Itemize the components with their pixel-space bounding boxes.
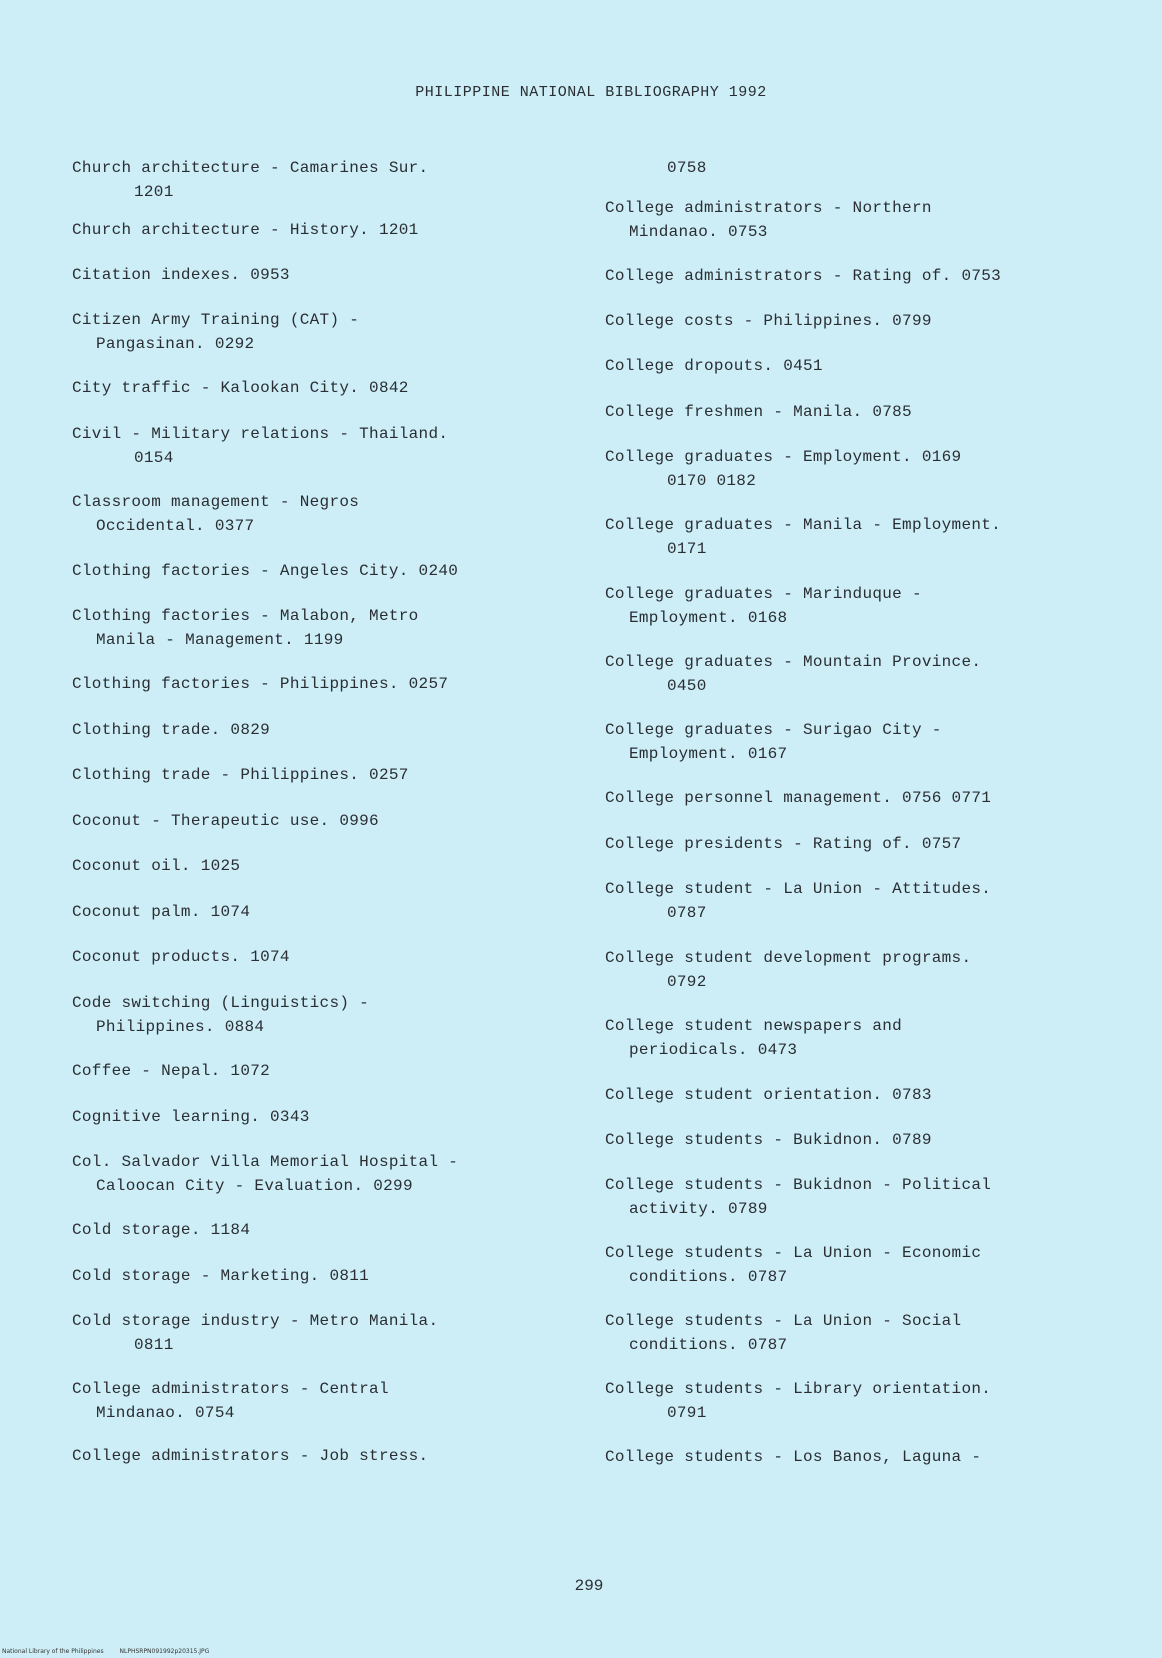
index-entry (605, 1128, 1105, 1152)
entry-heading: College students - Los Banos, Laguna - (605, 1448, 982, 1466)
entry-continuation: 1201 (134, 183, 174, 201)
entry-continuation: 0792 (667, 973, 707, 991)
index-entry (72, 854, 592, 878)
entry-heading: College graduates - Mountain Province. (605, 653, 982, 671)
index-entry (605, 354, 1105, 378)
index-entry (72, 1377, 592, 1425)
index-entry (605, 156, 1162, 180)
entry-heading: Civil - Military relations - Thailand. (72, 425, 449, 443)
entry-heading: Church architecture - Camarines Sur. (72, 159, 429, 177)
entry-heading: Coffee - Nepal. 1072 (72, 1062, 271, 1080)
index-entry (605, 309, 1105, 333)
scan-footer (2, 1648, 223, 1655)
entry-heading: College students - La Union - Economic (605, 1244, 982, 1262)
entry-heading: College freshmen - Manila. 0785 (605, 403, 912, 421)
entry-heading: Clothing factories - Philippines. 0257 (72, 675, 449, 693)
entry-continuation: Manila - Management. 1199 (96, 631, 344, 649)
entry-heading: Classroom management - Negros (72, 493, 360, 511)
index-entry (72, 1105, 592, 1129)
entry-heading: 0758 (667, 159, 707, 177)
entry-heading: College administrators - Rating of. 0753 (605, 267, 1002, 285)
entry-heading: College presidents - Rating of. 0757 (605, 835, 962, 853)
entry-heading: Code switching (Linguistics) - (72, 994, 370, 1012)
index-entry (72, 422, 592, 470)
index-entry (72, 490, 592, 538)
entry-continuation: Employment. 0168 (629, 609, 788, 627)
index-entry (72, 1444, 592, 1468)
entry-heading: College administrators - Northern (605, 199, 932, 217)
index-entry (72, 1150, 592, 1198)
page-number: 299 (574, 1577, 604, 1595)
index-entry (72, 263, 592, 287)
entry-heading: College costs - Philippines. 0799 (605, 312, 932, 330)
entry-continuation: 0450 (667, 677, 707, 695)
index-entry (72, 308, 592, 356)
index-entry (605, 1014, 1105, 1062)
entry-heading: City traffic - Kalookan City. 0842 (72, 379, 409, 397)
entry-heading: College administrators - Job stress. (72, 1447, 429, 1465)
index-entry (605, 718, 1105, 766)
entry-heading: College graduates - Surigao City - (605, 721, 942, 739)
index-entry (605, 877, 1105, 925)
footer-source: National Library of the Philippines (2, 1648, 104, 1655)
entry-heading: Clothing trade. 0829 (72, 721, 271, 739)
index-entry (72, 1059, 592, 1083)
index-entry (605, 1309, 1105, 1357)
index-entry (605, 1083, 1105, 1107)
entry-continuation: Pangasinan. 0292 (96, 335, 255, 353)
entry-heading: Cognitive learning. 0343 (72, 1108, 310, 1126)
entry-heading: Cold storage - Marketing. 0811 (72, 1267, 370, 1285)
footer-file-id: NLPHSRPN091992p20315.JPG (119, 1648, 210, 1655)
entry-continuation: Mindanao. 0754 (96, 1404, 235, 1422)
index-entry (72, 559, 592, 583)
index-entry (605, 946, 1105, 994)
index-entry (72, 156, 592, 204)
index-entry (72, 376, 592, 400)
index-entry (72, 991, 592, 1039)
entry-heading: College dropouts. 0451 (605, 357, 823, 375)
entry-heading: Clothing trade - Philippines. 0257 (72, 766, 409, 784)
entry-heading: Cold storage. 1184 (72, 1221, 251, 1239)
index-entry (605, 196, 1105, 244)
entry-heading: College student newspapers and (605, 1017, 903, 1035)
index-entry (72, 900, 592, 924)
index-entry (605, 650, 1105, 698)
index-entry (605, 1173, 1105, 1221)
entry-heading: Clothing factories - Angeles City. 0240 (72, 562, 459, 580)
index-entry (72, 1264, 592, 1288)
index-entry (605, 513, 1105, 561)
entry-heading: College students - La Union - Social (605, 1312, 962, 1330)
index-entry (72, 718, 592, 742)
index-entry (72, 1309, 592, 1357)
entry-heading: College personnel management. 0756 0771 (605, 789, 992, 807)
index-entry (605, 400, 1105, 424)
entry-heading: Cold storage industry - Metro Manila. (72, 1312, 439, 1330)
index-entry (72, 809, 592, 833)
index-entry (605, 264, 1105, 288)
entry-continuation: Mindanao. 0753 (629, 223, 768, 241)
index-entry (605, 1445, 1105, 1469)
entry-continuation: conditions. 0787 (629, 1268, 788, 1286)
entry-heading: College student orientation. 0783 (605, 1086, 932, 1104)
index-entry (72, 1218, 592, 1242)
index-entry (605, 582, 1105, 630)
entry-continuation: Philippines. 0884 (96, 1018, 265, 1036)
entry-heading: Church architecture - History. 1201 (72, 221, 419, 239)
entry-heading: Coconut palm. 1074 (72, 903, 251, 921)
index-entry (72, 763, 592, 787)
entry-continuation: Occidental. 0377 (96, 517, 255, 535)
index-entry (72, 672, 592, 696)
entry-continuation: activity. 0789 (629, 1200, 768, 1218)
entry-continuation: 0170 0182 (667, 472, 757, 490)
entry-continuation: 0811 (134, 1336, 174, 1354)
entry-continuation: periodicals. 0473 (629, 1041, 798, 1059)
index-entry (605, 445, 1105, 493)
entry-heading: College students - Bukidnon. 0789 (605, 1131, 932, 1149)
index-entry (605, 832, 1105, 856)
entry-continuation: 0154 (134, 449, 174, 467)
index-entry (72, 945, 592, 969)
index-entry (605, 1377, 1105, 1425)
entry-heading: Col. Salvador Villa Memorial Hospital - (72, 1153, 459, 1171)
entry-heading: Coconut products. 1074 (72, 948, 290, 966)
entry-heading: College administrators - Central (72, 1380, 389, 1398)
entry-continuation: conditions. 0787 (629, 1336, 788, 1354)
entry-continuation: 0787 (667, 904, 707, 922)
entry-heading: College graduates - Employment. 0169 (605, 448, 962, 466)
entry-heading: Coconut oil. 1025 (72, 857, 241, 875)
index-entry (72, 218, 592, 242)
entry-heading: Clothing factories - Malabon, Metro (72, 607, 419, 625)
entry-continuation: Employment. 0167 (629, 745, 788, 763)
page-header: PHILIPPINE NATIONAL BIBLIOGRAPHY 1992 (415, 84, 767, 101)
index-entry (72, 604, 592, 652)
entry-continuation: 0791 (667, 1404, 707, 1422)
entry-heading: College students - Library orientation. (605, 1380, 992, 1398)
entry-heading: College student development programs. (605, 949, 972, 967)
entry-heading: Citizen Army Training (CAT) - (72, 311, 360, 329)
entry-heading: College students - Bukidnon - Political (605, 1176, 992, 1194)
entry-heading: College graduates - Manila - Employment. (605, 516, 1002, 534)
entry-continuation: Caloocan City - Evaluation. 0299 (96, 1177, 413, 1195)
index-entry (605, 1241, 1105, 1289)
index-entry (605, 786, 1105, 810)
entry-continuation: 0171 (667, 540, 707, 558)
entry-heading: Citation indexes. 0953 (72, 266, 290, 284)
entry-heading: Coconut - Therapeutic use. 0996 (72, 812, 379, 830)
entry-heading: College graduates - Marinduque - (605, 585, 922, 603)
entry-heading: College student - La Union - Attitudes. (605, 880, 992, 898)
